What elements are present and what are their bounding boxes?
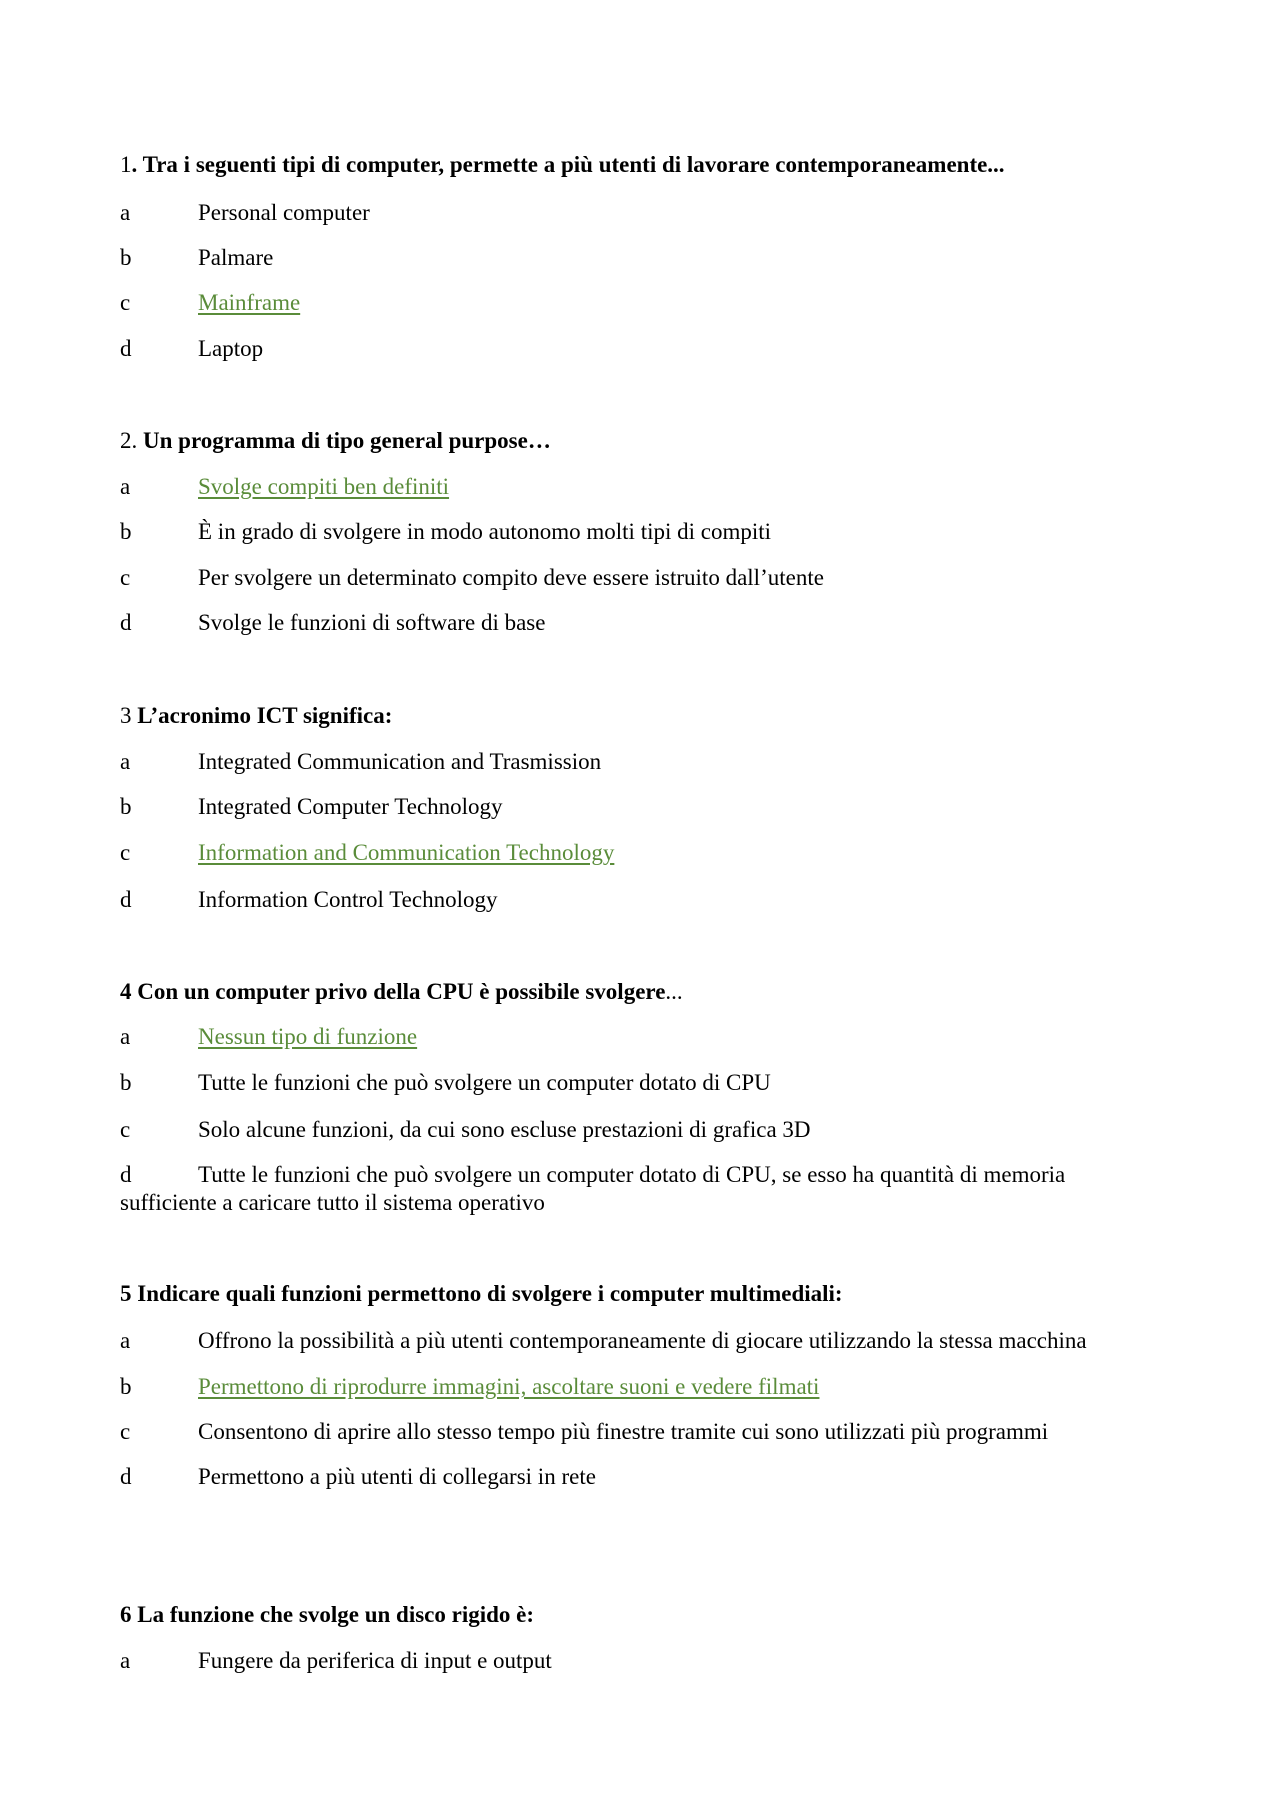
question-5-option-b (120, 1373, 877, 1401)
option-text: Tutte le funzioni che può svolgere un computer dotato di CPU, se esso ha quantità di memoria sufficiente a caricare tutto il sistema operativo (120, 1162, 1066, 1215)
option-text: Solo alcune funzioni, da cui sono escluse prestazioni di grafica 3D (198, 1117, 811, 1142)
question-2-option-d (120, 609, 545, 637)
option-letter: d (120, 887, 132, 912)
option-letter: b (120, 245, 132, 270)
question-text: . Tra i seguenti tipi di computer, permette a più utenti di lavorare contemporaneamente... (131, 152, 1005, 177)
option-letter: d (120, 1464, 132, 1489)
correct-answer-label: Information and Communication Technology (198, 840, 615, 865)
option-letter: c (120, 290, 131, 315)
question-2-option-c (120, 564, 824, 592)
question-3-title (120, 702, 392, 730)
option-letter: d (120, 1162, 132, 1187)
correct-answer-text: Mainframe (198, 290, 301, 315)
option-letter: c (120, 1117, 131, 1142)
option-text: Per svolgere un determinato compito deve essere istruito dall’utente (198, 565, 824, 590)
option-letter: b (120, 1374, 132, 1399)
question-3-option-d (120, 886, 497, 914)
option-letter: c (120, 1419, 131, 1444)
option-letter: b (120, 1070, 132, 1095)
question-4-option-a (120, 1023, 425, 1051)
question-3-option-b (120, 793, 503, 821)
option-letter: a (120, 1648, 131, 1673)
option-text: Integrated Computer Technology (198, 794, 503, 819)
question-number: 2. (120, 428, 138, 453)
question-1-option-c (120, 289, 300, 317)
underline-padding (614, 839, 652, 867)
question-text: Un programma di tipo general purpose… (143, 428, 551, 453)
question-2-option-a (120, 473, 449, 501)
question-text: La funzione che svolge un disco rigido è: (137, 1602, 535, 1627)
option-letter: a (120, 1024, 131, 1049)
question-1-option-b (120, 244, 273, 272)
correct-answer-text: Svolge compiti ben definiti (198, 474, 450, 499)
question-5-option-d (120, 1463, 596, 1491)
question-5-title (120, 1280, 843, 1308)
option-letter: a (120, 1328, 131, 1353)
option-text: Information Control Technology (198, 887, 498, 912)
question-6-title (120, 1601, 534, 1629)
question-3-option-c (120, 839, 652, 867)
question-4-option-c (120, 1116, 811, 1144)
question-1-title (120, 151, 1005, 179)
question-2-title (120, 427, 551, 455)
option-text: Fungere da periferica di input e output (198, 1648, 552, 1673)
correct-answer-text (198, 1024, 425, 1049)
option-letter: c (120, 565, 131, 590)
question-ellipsis: ... (665, 979, 683, 1004)
option-letter: b (120, 794, 132, 819)
option-text: Laptop (198, 336, 264, 361)
option-letter: b (120, 519, 132, 544)
question-6-option-a (120, 1647, 552, 1675)
option-text: Consentono di aprire allo stesso tempo più finestre tramite cui sono utilizzati più programmi (198, 1419, 1049, 1444)
option-letter: c (120, 840, 131, 865)
question-number: 3 (120, 703, 132, 728)
question-4-title (120, 978, 683, 1006)
option-letter: d (120, 610, 132, 635)
question-text: Indicare quali funzioni permettono di svolgere i computer multimediali: (137, 1281, 843, 1306)
question-3-option-a (120, 748, 601, 776)
question-2-option-b (120, 518, 771, 546)
correct-answer-label: Nessun tipo di funzione (198, 1024, 418, 1049)
question-text: Con un computer privo della CPU è possibile svolgere (137, 979, 666, 1004)
underline-padding (819, 1373, 877, 1401)
question-number: 6 (120, 1602, 132, 1627)
question-number: 4 (120, 979, 132, 1004)
question-text: L’acronimo ICT significa: (137, 703, 393, 728)
question-number: 5 (120, 1281, 132, 1306)
option-text: Permettono a più utenti di collegarsi in rete (198, 1464, 596, 1489)
option-text: Palmare (198, 245, 274, 270)
option-letter: a (120, 749, 131, 774)
correct-answer-text (198, 840, 652, 865)
option-letter: a (120, 200, 131, 225)
question-1-option-d (120, 335, 263, 363)
option-text: Personal computer (198, 200, 370, 225)
option-letter: a (120, 474, 131, 499)
underline-padding (417, 1023, 425, 1051)
option-text: Svolge le funzioni di software di base (198, 610, 546, 635)
option-text: Offrono la possibilità a più utenti contemporaneamente di giocare utilizzando la stessa macchina (198, 1328, 1087, 1353)
correct-answer-label: Permettono di riprodurre immagini, ascoltare suoni e vedere filmati (198, 1374, 820, 1399)
option-text: È in grado di svolgere in modo autonomo molti tipi di compiti (198, 519, 772, 544)
question-number: 1 (120, 152, 132, 177)
question-4-option-d (120, 1161, 1120, 1217)
option-text: Tutte le funzioni che può svolgere un computer dotato di CPU (198, 1070, 771, 1095)
option-letter: d (120, 336, 132, 361)
question-4-option-b (120, 1069, 771, 1097)
correct-answer-text (198, 1374, 877, 1399)
question-5-option-a (120, 1327, 1087, 1355)
question-5-option-c (120, 1418, 1048, 1446)
question-1-option-a (120, 199, 370, 227)
option-text: Integrated Communication and Trasmission (198, 749, 602, 774)
